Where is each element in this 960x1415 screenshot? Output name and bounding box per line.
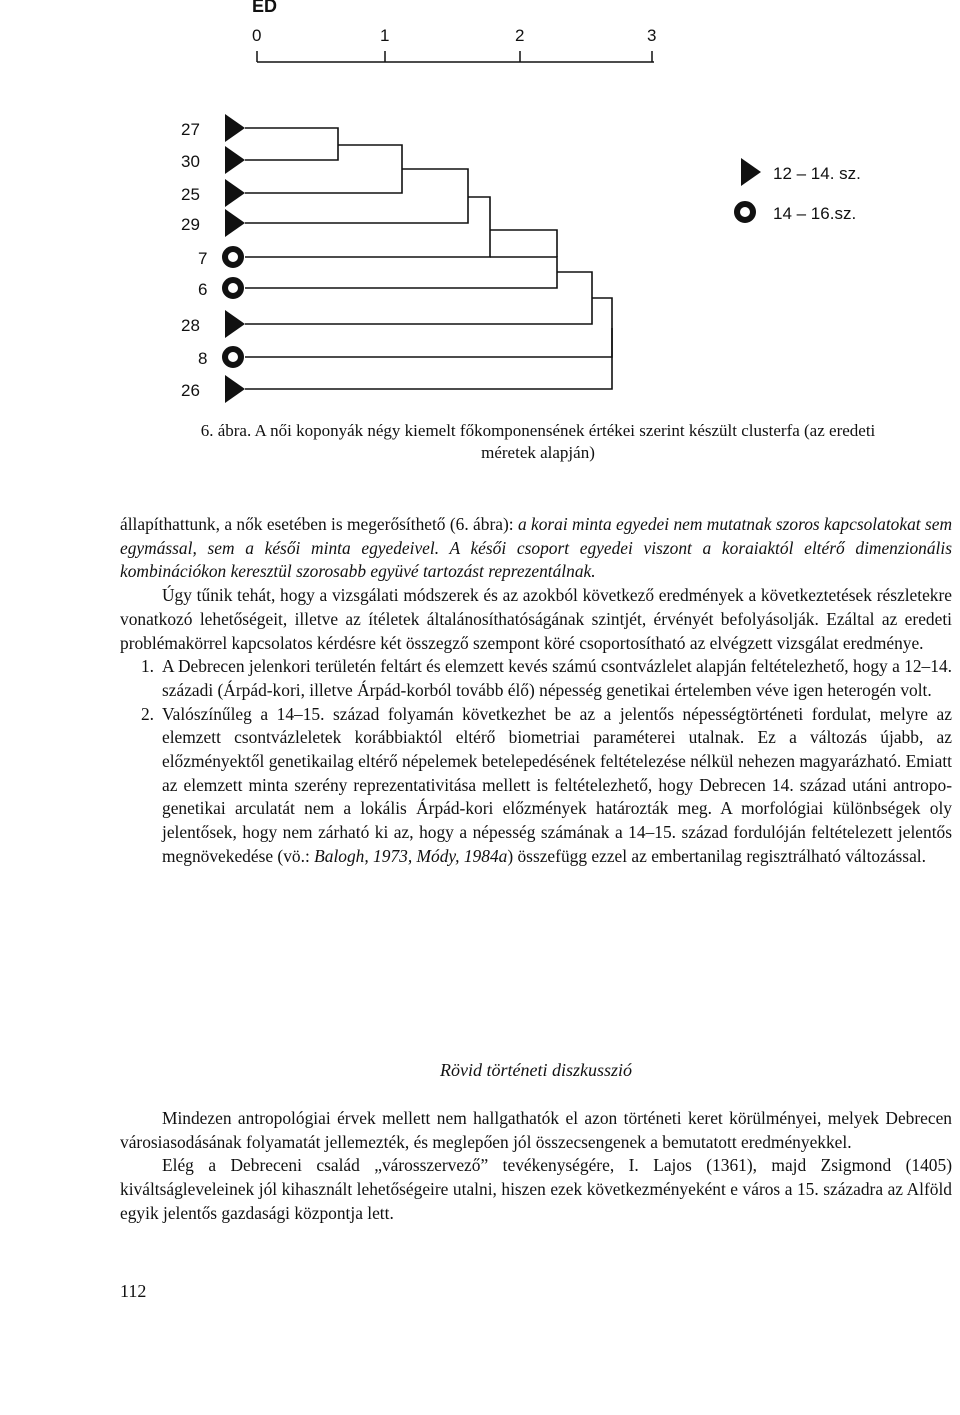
triangle-icon	[225, 375, 245, 403]
triangle-icon	[225, 310, 245, 338]
paragraph-1	[120, 513, 952, 584]
dendrogram	[0, 0, 960, 410]
legend-triangle-icon	[741, 158, 761, 186]
scale-tick-label: 0	[252, 26, 262, 45]
leaf-label: 6	[198, 280, 208, 299]
leaf-label: 29	[181, 215, 200, 234]
list-item-text-a: Valószínűleg a 14–15. század folyamán következhet be az a jelentős népességtörténeti fordulat, melyre az elemzett csontvázleletek korábbiaktól eltérő biometriai paraméterei utalnak. Ez a változás újabb, az előzményektől genetikailag eltérő népelemek betelepedésének feltételezése nélkül nehezen magyarázható. Emiatt az elemzett minta szerény reprezentativitása mellett is feltételezhető, hogy Debrecen 14. század utáni antropo-genetikai arculatát nem a lokális Árpád-kori előzmények határozták meg. A morfológiai különbségek oly jelentősek, hogy nem zárható ki az, hogy a népesség számának a 14–15. század fordulóján feltételezett jelentős megnövekedése (vö.:	[162, 703, 952, 866]
body-text-2	[120, 1107, 952, 1226]
list-item	[120, 703, 952, 869]
paragraph-2: Úgy tűnik tehát, hogy a vizsgálati módszerek és az azokból következő eredmények a következtetések részletekre vonatkozó lehetőségeit, illetve az ítéletek általánosíthatóságának szintjét, érvényét befolyásolják. Ezáltal az eredeti problémakörrel kapcsolatos kérdésre két összegző szempont köré csoportosítható az elvégzett vizsgálat eredménye.	[120, 585, 952, 653]
legend-circle-icon	[737, 204, 753, 220]
citation: Balogh, 1973, Módy, 1984a	[314, 845, 508, 866]
triangle-icon	[225, 209, 245, 237]
triangle-icon	[225, 114, 245, 142]
caption-line-1: 6. ábra. A női koponyák négy kiemelt főkomponensének értékei szerint készült clusterfa (az eredeti	[200, 421, 876, 440]
circle-icon	[225, 349, 241, 365]
paragraph-3: Mindezen antropológiai érvek mellett nem hallgathatók el azon történeti keret körülményei, melyek Debrecen városiasodásának folyamatát jellemezték, és meglepően jól összecsengenek a bemutatott eredményekkel.	[120, 1108, 952, 1152]
caption-line-2: méretek alapján)	[481, 443, 595, 462]
cluster-tree-figure	[0, 0, 960, 410]
list-item-text: A Debrecen jelenkori területén feltárt és elemzett kevés számú csontvázlelet alapján feltételezhető, hogy a 12–14. századi (Árpád-kori, illetve Árpád-korból tovább élő) népesség genetikai értelemben véve igen heterogén volt.	[162, 656, 952, 700]
list-item-text	[162, 703, 952, 869]
circle-icon	[225, 280, 241, 296]
tree-branch	[245, 128, 338, 160]
leaf-label: 27	[181, 120, 200, 139]
circle-icon	[225, 249, 241, 265]
tree-branch	[245, 145, 402, 193]
body-text	[120, 513, 952, 869]
scale-tick-label: 2	[515, 26, 525, 45]
paragraph-1-italic: a korai minta egyedei nem mutatnak szoros kapcsolatokat sem egymással, sem a késői minta egyedeivel. A késői csoport egyedei viszont a koraiaktól eltérő dimenzionális kombinációkon keresztül szorosabb együvé tartozást reprezentálnak.	[120, 514, 952, 582]
tree-branch	[245, 257, 557, 288]
tree-branch	[245, 328, 612, 389]
section-heading: Rövid történeti diszkusszió	[440, 1060, 632, 1080]
list-item-text-b: ) összefügg ezzel az embertanilag regisztrálható változással.	[507, 845, 926, 866]
scale-tick-label: 1	[380, 26, 390, 45]
legend-label: 12 – 14. sz.	[773, 164, 861, 183]
leaf-label: 25	[181, 185, 200, 204]
figure-caption	[118, 420, 958, 464]
scale-tick-label: 3	[647, 26, 657, 45]
tree-branch	[245, 197, 490, 257]
legend-label: 14 – 16.sz.	[773, 204, 857, 223]
leaf-label: 28	[181, 316, 200, 335]
leaf-label: 30	[181, 152, 200, 171]
tree-branch	[490, 230, 557, 257]
list-item	[120, 655, 952, 702]
leaf-label: 26	[181, 381, 200, 400]
triangle-icon	[225, 146, 245, 174]
tree-branch	[245, 169, 468, 223]
list-item-number: 1.	[140, 656, 154, 677]
scale-title: ED	[252, 0, 278, 16]
list-item-number: 2.	[140, 703, 154, 724]
tree-branch	[245, 298, 612, 357]
paragraph-4: Elég a Debreceni család „városszervező” tevékenységére, I. Lajos (1361), majd Zsigmond (1405) kiváltságleveleinek jól kihasznált lehetőségeire utalni, hiszen ezek következményeként e város a 15. századra az Alföld egyik jelentős gazdasági központja lett.	[120, 1155, 952, 1223]
triangle-icon	[225, 179, 245, 207]
paragraph-1-lead: állapíthattunk, a nők esetében is megerősíthető (6. ábra):	[120, 514, 518, 534]
page-number: 112	[120, 1281, 147, 1301]
tree-branch	[245, 272, 592, 324]
leaf-label: 7	[198, 249, 208, 268]
leaf-label: 8	[198, 349, 208, 368]
